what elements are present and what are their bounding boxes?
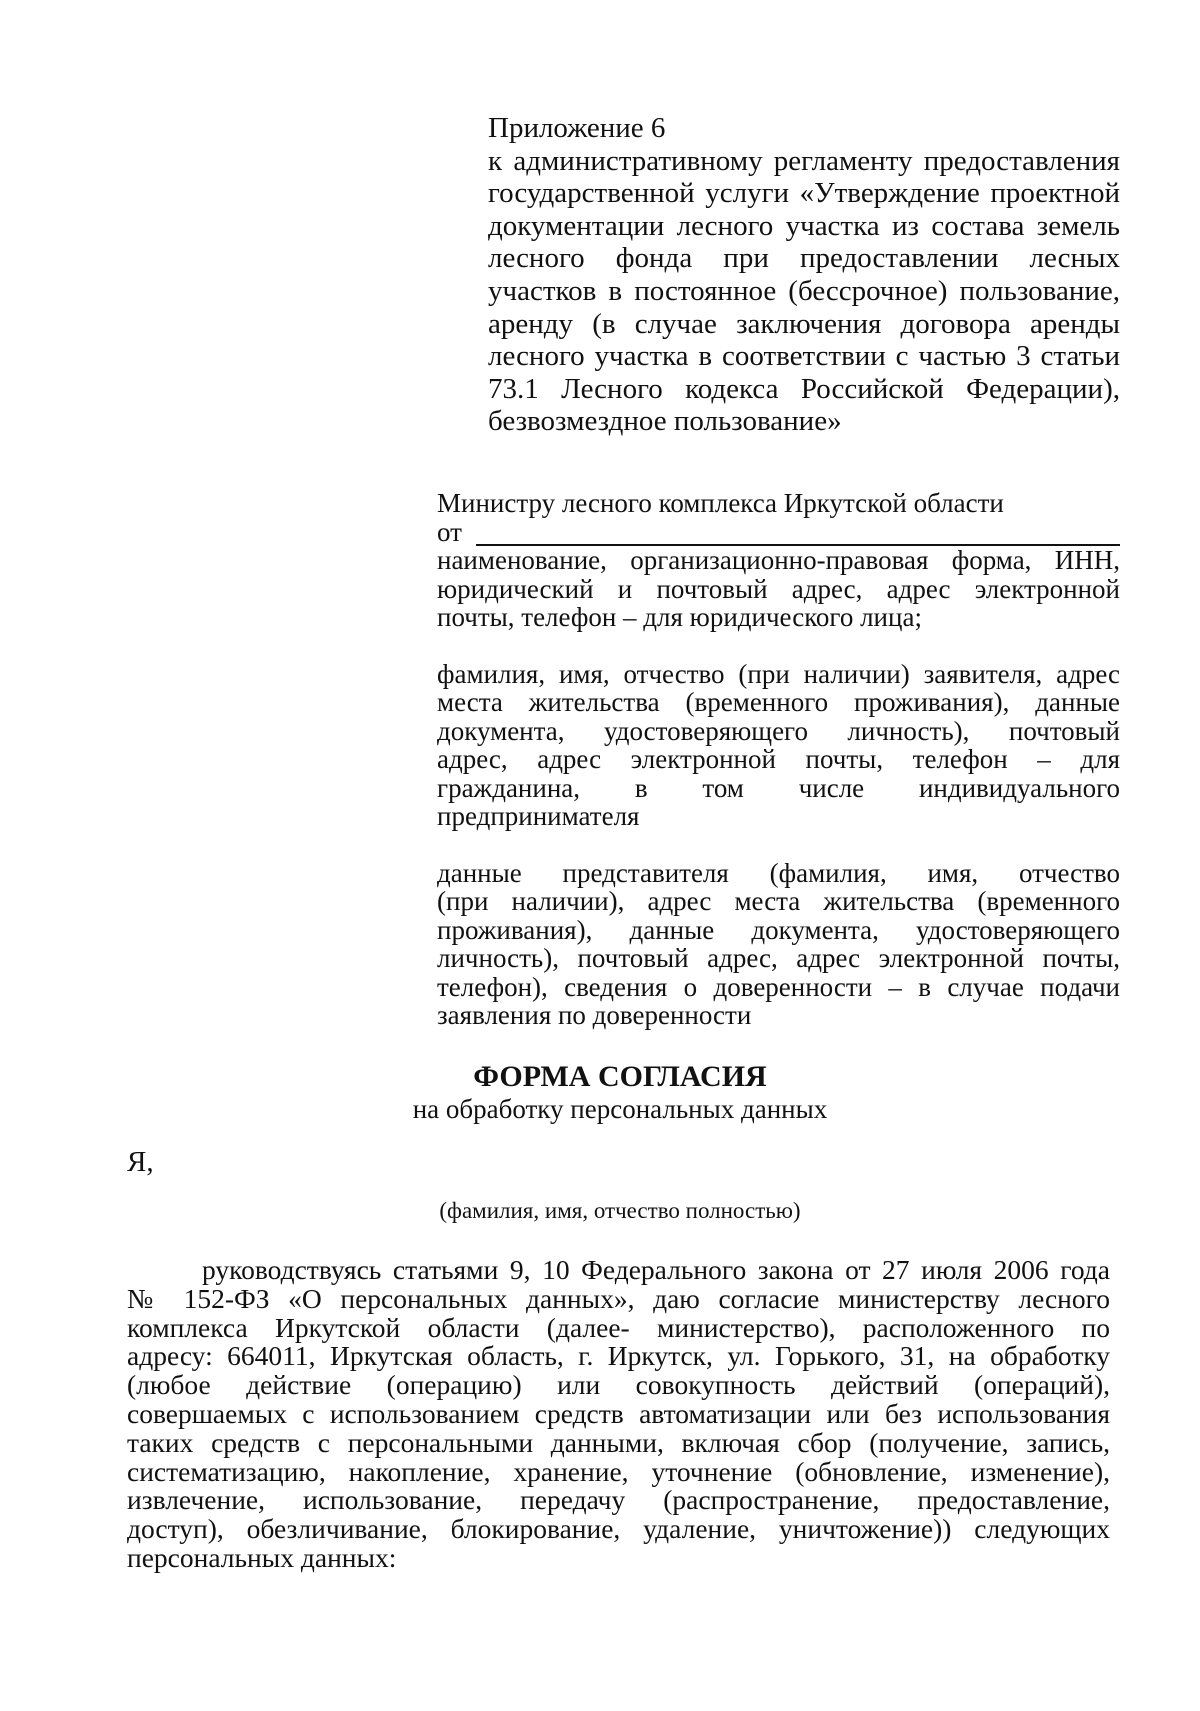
from-label: от: [437, 516, 462, 547]
form-title: ФОРМА СОГЛАСИЯ: [473, 1060, 767, 1093]
consent-line: извлечение, использование, передачу (распространение, предоставление,: [127, 1484, 1110, 1516]
spacer: [437, 632, 1120, 660]
consent-paragraph: [127, 1256, 1110, 1573]
consent-line: адресу: 664011, Иркутская область, г. Иркутск, ул. Горького, 31, на обработку: [127, 1340, 1110, 1372]
consent-line: систематизацию, накопление, хранение, уточнение (обновление, изменение),: [127, 1455, 1110, 1487]
representative-line: заявления по доверенности: [437, 1000, 752, 1030]
addressee-to: Министру лесного комплекса Иркутской области: [437, 488, 1004, 518]
from-row: [437, 518, 1120, 547]
appendix-line: государственной услуги «Утверждение проектной: [488, 177, 1120, 210]
consent-line: персональных данных:: [127, 1541, 397, 1573]
citizen-line: документа, удостоверяющего личность), почтовый: [437, 715, 1120, 746]
appendix-line: аренду (в случае заключения договора аренды: [488, 307, 1120, 340]
consent-line: совершаемых с использованием средств автоматизации или без использования: [127, 1397, 1110, 1429]
consent-line: № 152-ФЗ «О персональных данных», даю согласие министерству лесного: [127, 1282, 1110, 1314]
spacer: [437, 831, 1120, 859]
representative-line: (при наличии), адрес места жительства (временного: [437, 886, 1120, 916]
consent-line: руководствуясь статьями 9, 10 Федерального закона от 27 июля 2006 года: [202, 1254, 1110, 1285]
representative-line: телефон), сведения о доверенности – в случае подачи: [437, 971, 1120, 1002]
appendix-title: Приложение 6: [488, 112, 666, 144]
representative-line: проживания), данные документа, удостоверяющего: [437, 914, 1120, 945]
consent-line: доступ), обезличивание, блокирование, удаление, уничтожение)) следующих: [127, 1513, 1110, 1545]
consent-line: (любое действие (операцию) или совокупность действий (операций),: [127, 1369, 1110, 1401]
appendix-line: документации лесного участка из состава земель: [488, 209, 1120, 242]
citizen-line: предпринимателя: [437, 801, 640, 831]
appendix-line: лесного фонда при предоставлении лесных: [488, 242, 1120, 275]
consent-line: комплекса Иркутской области (далее- министерство), расположенного по: [127, 1311, 1110, 1343]
legal-entity-line: юридический и почтовый адрес, адрес электронной: [437, 573, 1120, 604]
fio-caption: (фамилия, имя, отчество полностью): [439, 1198, 801, 1223]
appendix-line: к административному регламенту предоставления: [488, 144, 1120, 177]
appendix-line: 73.1 Лесного кодекса Российской Федерации),: [488, 372, 1120, 405]
form-subtitle: на обработку персональных данных: [412, 1094, 828, 1124]
citizen-line: адрес, адрес электронной почты, телефон – для: [437, 744, 1120, 774]
appendix-block: [488, 112, 1120, 438]
ya-label: Я,: [127, 1146, 154, 1178]
citizen-line: фамилия, имя, отчество (при наличии) заявителя, адрес: [437, 658, 1120, 689]
appendix-line: участков в постоянное (бессрочное) пользование,: [488, 274, 1120, 307]
legal-entity-line: почты, телефон – для юридического лица;: [437, 602, 922, 632]
citizen-line: гражданина, в том числе индивидуального: [437, 772, 1120, 803]
appendix-line: безвозмездное пользование»: [488, 405, 842, 438]
representative-line: данные представителя (фамилия, имя, отчество: [437, 857, 1120, 888]
consent-line: таких средств с персональными данными, включая сбор (получение, запись,: [127, 1426, 1110, 1458]
legal-entity-line: наименование, организационно-правовая форма, ИНН,: [437, 545, 1120, 575]
citizen-line: места жительства (временного проживания), данные: [437, 687, 1120, 717]
representative-line: личность), почтовый адрес, адрес электронной почты,: [437, 943, 1120, 973]
appendix-line: лесного участка в соответствии с частью 3 статьи: [488, 340, 1120, 373]
addressee-block: [437, 489, 1120, 1030]
from-fill-line[interactable]: [476, 524, 1120, 546]
